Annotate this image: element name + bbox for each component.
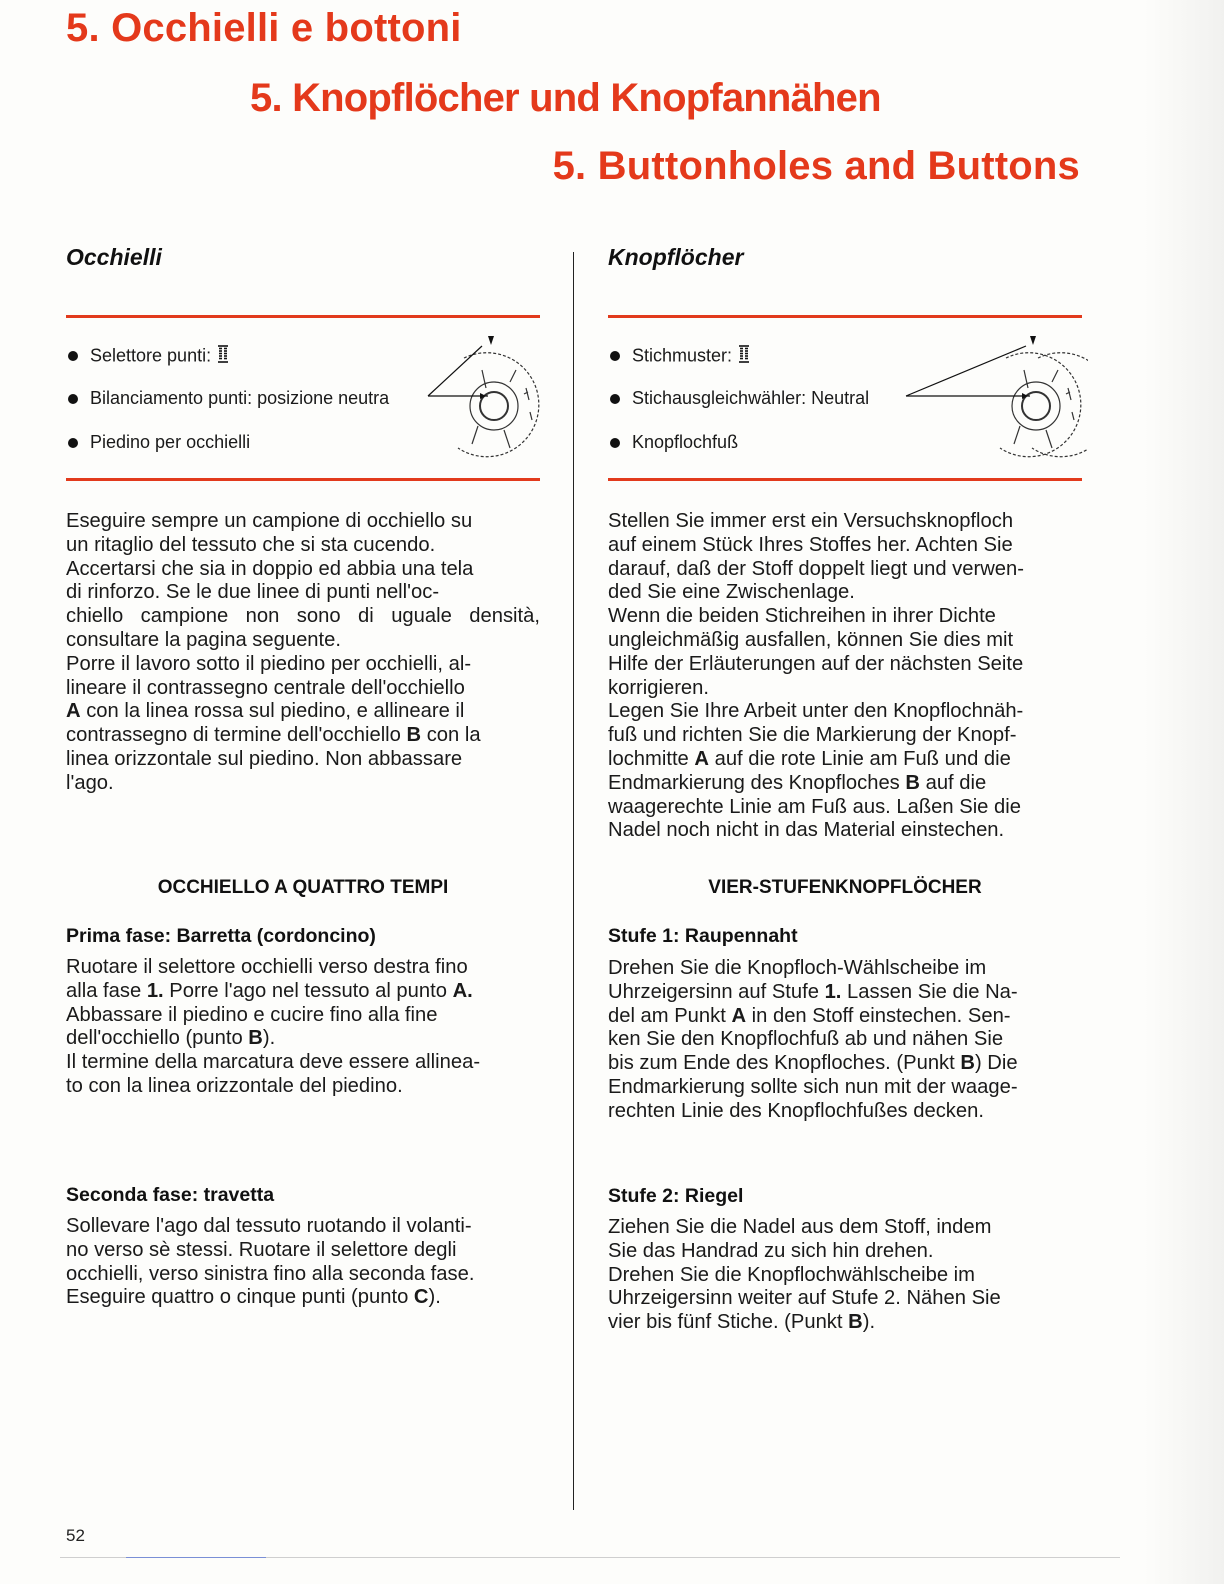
page-edge-shadow xyxy=(1144,0,1224,1584)
red-divider xyxy=(66,478,540,481)
setting-presser-foot: Knopflochfuß xyxy=(608,432,738,453)
page-number: 52 xyxy=(66,1526,85,1545)
setting-stitch-selector: Stichmuster: xyxy=(608,344,750,369)
red-divider xyxy=(608,478,1082,481)
setting-presser-foot: Piedino per occhielli xyxy=(66,432,250,453)
stitch-balance-dial-icon xyxy=(418,330,542,466)
step1-heading: Stufe 1: Raupennaht xyxy=(608,925,798,947)
step1-paragraph: Ruotare il selettore occhielli verso destra fino alla fase 1. Porre l'ago nel tessuto al punto A. Abbassare il piedino e cucire fino alla fine dell'occhiello (punto B). Il termine della marcatura deve essere allinea- to con la linea orizzontale del piedino. xyxy=(66,956,481,1097)
bullet-icon xyxy=(610,438,620,448)
buttonhole-stitch-icon xyxy=(738,344,750,369)
intro-paragraph: Stellen Sie immer erst ein Versuchsknopfloch auf einem Stück Ihres Stoffes her. Achten Sie darauf, daß der Stoff doppelt liegt und verwen- ded Sie eine Zwischenlage. Wenn die beiden Stichreihen in ihrer Dichte ungleichmäßig ausfallen, können Sie dies mit Hilfe der Erläuterungen auf der nächsten Seite korrigieren. Legen Sie Ihre Arbeit unter den Knopflochnäh- fuß und richten Sie die Markierung der Knopf- lochmitte A auf die rote Linie am Fuß und die Endmarkierung des Knopfloches B auf die waagerechte Linie am Fuß aus. Laßen Sie die Nadel noch nicht in das Material einstechen. xyxy=(608,510,1024,842)
german-column xyxy=(608,0,1082,1584)
title-german: 5. Knopflöcher und Knopfannähen xyxy=(250,76,881,120)
bullet-icon xyxy=(68,438,78,448)
bullet-icon xyxy=(610,351,620,361)
title-italian: 5. Occhielli e bottoni xyxy=(66,6,462,50)
step2-heading: Stufe 2: Riegel xyxy=(608,1185,744,1207)
four-step-buttonhole-title: OCCHIELLO A QUATTRO TEMPI xyxy=(157,877,449,898)
step1-heading: Prima fase: Barretta (cordoncino) xyxy=(66,925,376,947)
bullet-icon xyxy=(68,394,78,404)
step2-heading: Seconda fase: travetta xyxy=(66,1184,275,1206)
bullet-icon xyxy=(68,351,78,361)
four-step-buttonhole-title: VIER-STUFENKNOPFLÖCHER xyxy=(708,877,982,898)
red-divider xyxy=(608,315,1082,318)
section-heading: Knopflöcher xyxy=(608,244,744,270)
column-divider xyxy=(573,252,574,1510)
step2-paragraph: Sollevare l'ago dal tessuto ruotando il volanti- no verso sè stessi. Ruotare il selettore degli occhielli, verso sinistra fino alla seconda fase. Eseguire quattro o cinque punti (punto C). xyxy=(66,1215,475,1309)
italian-column xyxy=(66,0,540,1584)
setting-stitch-selector: Selettore punti: xyxy=(66,344,229,369)
step2-paragraph: Ziehen Sie die Nadel aus dem Stoff, indem Sie das Handrad zu sich hin drehen. Drehen Sie die Knopflochwählscheibe im Uhrzeigersinn weiter auf Stufe 2. Nähen Sie vier bis fünf Stiche. (Punkt B). xyxy=(608,1216,1001,1334)
stitch-balance-dial-icon xyxy=(904,330,1084,466)
intro-paragraph: Eseguire sempre un campione di occhiello su un ritaglio del tessuto che si sta cucendo. Accertarsi che sia in doppio ed abbia una tela di rinforzo. Se le due linee di punti nell'oc- chiello campione non sono di uguale densità, consultare la pagina seguente. Porre il lavoro sotto il piedino per occhielli, al- lineare il contrassegno centrale dell'occhiello A con la linea rossa sul piedino, e allineare il contrassegno di termine dell'occhiello B con la linea orizzontale sul piedino. Non abbassare l'ago. xyxy=(66,510,540,794)
title-english: 5. Buttonholes and Buttons xyxy=(552,144,1080,188)
page-bottom-mark xyxy=(126,1557,266,1558)
section-heading: Occhielli xyxy=(66,244,162,270)
step1-paragraph: Drehen Sie die Knopfloch-Wählscheibe im Uhrzeigersinn auf Stufe 1. Lassen Sie die Na- del am Punkt A in den Stoff einstechen. Sen- ken Sie den Knopflochfuß ab und nähen Sie bis zum Ende des Knopfloches. (Punkt B) Die Endmarkierung sollte sich nun mit der waage- rechten Linie des Knopflochfußes decken. xyxy=(608,957,1018,1122)
setting-stitch-balance: Stichausgleichwähler: Neutral xyxy=(608,388,869,409)
setting-stitch-balance: Bilanciamento punti: posizione neutra xyxy=(66,388,389,409)
red-divider xyxy=(66,315,540,318)
bullet-icon xyxy=(610,394,620,404)
buttonhole-stitch-icon xyxy=(217,344,229,369)
